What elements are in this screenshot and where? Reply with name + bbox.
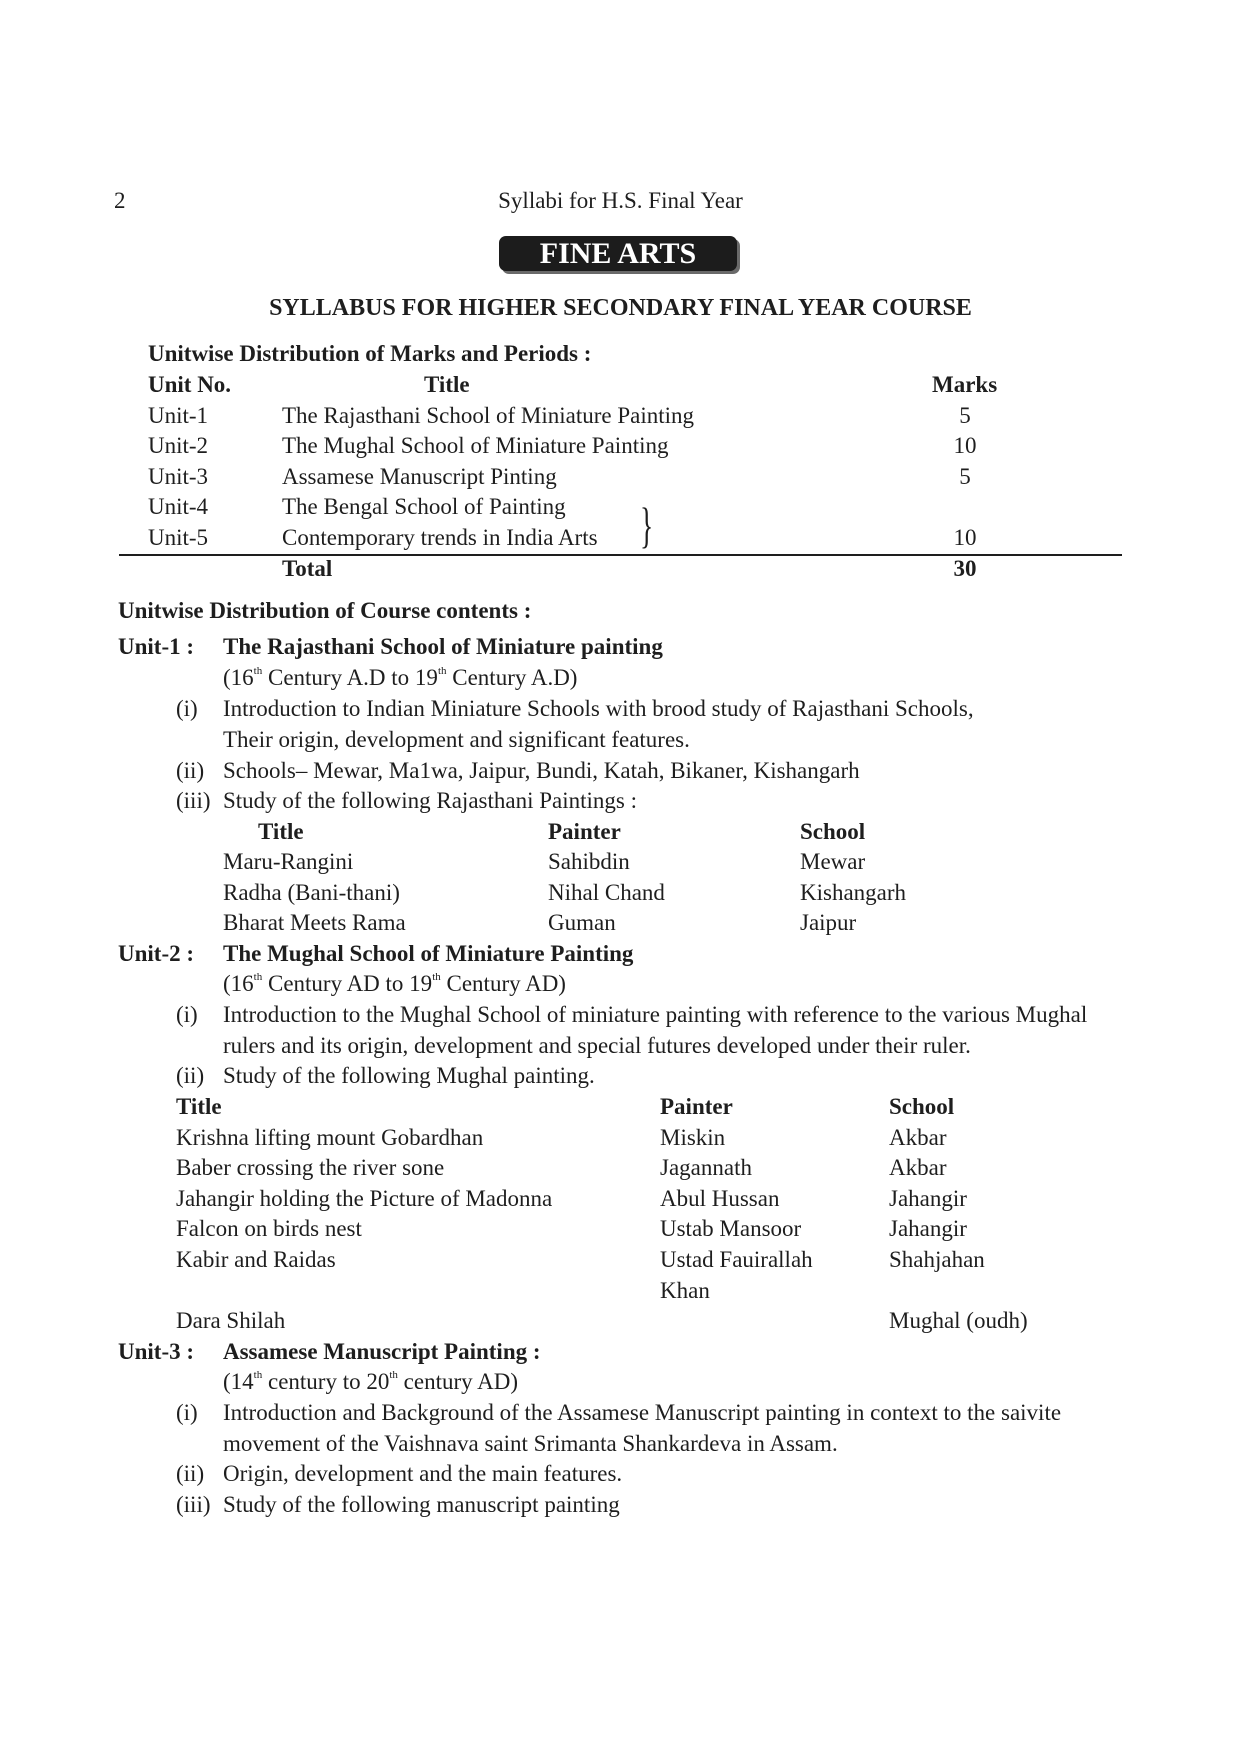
unit-period: (16th Century A.D to 19th Century A.D) [223, 665, 578, 690]
painting-school: Jahangir [889, 1186, 967, 1211]
marks-row-value: 5 [959, 403, 971, 428]
unit-label: Unit-2 : [118, 941, 195, 966]
marks-row-unit: Unit-5 [148, 525, 209, 550]
marks-row-title: The Mughal School of Miniature Painting [282, 433, 669, 458]
marks-row-value: 5 [959, 464, 971, 489]
main-title: SYLLABUS FOR HIGHER SECONDARY FINAL YEAR COURSE [269, 295, 972, 321]
painting-painter: Sahibdin [548, 849, 630, 874]
marks-row-title: The Bengal School of Painting [282, 494, 566, 519]
paintings-header-painter: Painter [660, 1094, 733, 1119]
unit-title: The Mughal School of Miniature Painting [223, 941, 634, 966]
marks-row-value: 10 [953, 525, 977, 550]
unit-period: (16th Century AD to 19th Century AD) [223, 971, 566, 996]
paintings-header-title: Title [176, 1094, 222, 1119]
painting-painter: Khan [660, 1278, 710, 1303]
painting-title: Baber crossing the river sone [176, 1155, 445, 1180]
painting-painter: Guman [548, 910, 616, 935]
painting-title: Krishna lifting mount Gobardhan [176, 1125, 484, 1150]
item-text: Introduction to the Mughal School of miniature painting with reference to the various Mughal [223, 1002, 1088, 1027]
painting-painter: Ustad Fauirallah [660, 1247, 813, 1272]
total-value: 30 [953, 556, 977, 581]
painting-title: Bharat Meets Rama [223, 910, 406, 935]
unit-period: (14th century to 20th century AD) [223, 1369, 518, 1394]
painting-title: Radha (Bani-thani) [223, 880, 400, 905]
item-text: Introduction to Indian Miniature Schools with brood study of Rajasthani Schools, [223, 696, 974, 721]
item-text: Study of the following Mughal painting. [223, 1063, 595, 1088]
item-number: (ii) [176, 1063, 205, 1088]
item-number: (i) [176, 1002, 198, 1027]
painting-painter: Abul Hussan [660, 1186, 780, 1211]
unit-title: The Rajasthani School of Miniature painting [223, 634, 663, 659]
paintings-header-title: Title [258, 819, 304, 844]
painting-painter: Nihal Chand [548, 880, 665, 905]
contents-heading: Unitwise Distribution of Course contents : [118, 598, 532, 623]
col-header-unit: Unit No. [148, 372, 232, 397]
painting-school: Akbar [889, 1155, 947, 1180]
painting-title: Dara Shilah [176, 1308, 286, 1333]
painting-school: Mewar [800, 849, 866, 874]
painting-painter: Miskin [660, 1125, 726, 1150]
painting-school: Jaipur [800, 910, 857, 935]
painting-title: Jahangir holding the Picture of Madonna [176, 1186, 553, 1211]
paintings-header-school: School [800, 819, 866, 844]
painting-school: Shahjahan [889, 1247, 985, 1272]
item-text: Introduction and Background of the Assamese Manuscript painting in context to the saivite [223, 1400, 1062, 1425]
item-text: movement of the Vaishnava saint Srimanta Shankardeva in Assam. [223, 1431, 838, 1456]
item-text: rulers and its origin, development and special futures developed under their ruler. [223, 1033, 971, 1058]
marks-row-unit: Unit-4 [148, 494, 209, 519]
subject-badge: FINE ARTS [499, 236, 737, 271]
item-text: Schools– Mewar, Ma1wa, Jaipur, Bundi, Katah, Bikaner, Kishangarh [223, 758, 860, 783]
running-title: Syllabi for H.S. Final Year [498, 188, 743, 213]
unit-title: Assamese Manuscript Painting : [223, 1339, 541, 1364]
unit-label: Unit-1 : [118, 634, 195, 659]
marks-section-heading: Unitwise Distribution of Marks and Periods : [148, 341, 592, 366]
painting-school: Jahangir [889, 1216, 967, 1241]
marks-row-value: 10 [953, 433, 977, 458]
paintings-header-school: School [889, 1094, 955, 1119]
item-number: (iii) [176, 1492, 211, 1517]
total-label: Total [282, 556, 333, 581]
col-header-marks: Marks [932, 372, 998, 397]
item-number: (iii) [176, 788, 211, 813]
item-number: (i) [176, 1400, 198, 1425]
marks-row-unit: Unit-3 [148, 464, 209, 489]
item-text: Study of the following manuscript painting [223, 1492, 620, 1517]
item-text: Origin, development and the main features. [223, 1461, 623, 1486]
marks-row-title: Contemporary trends in India Arts [282, 525, 598, 550]
painting-school: Mughal (oudh) [889, 1308, 1028, 1333]
painting-title: Falcon on birds nest [176, 1216, 362, 1241]
item-text: Their origin, development and significant features. [223, 727, 690, 752]
painting-title: Kabir and Raidas [176, 1247, 336, 1272]
item-text: Study of the following Rajasthani Paintings : [223, 788, 637, 813]
painting-title: Maru-Rangini [223, 849, 354, 874]
grouping-brace: } [640, 497, 654, 553]
item-number: (ii) [176, 1461, 205, 1486]
page-number: 2 [114, 188, 126, 213]
unit-label: Unit-3 : [118, 1339, 195, 1364]
marks-row-title: Assamese Manuscript Pinting [282, 464, 557, 489]
paintings-header-painter: Painter [548, 819, 621, 844]
item-number: (ii) [176, 758, 205, 783]
col-header-title: Title [424, 372, 470, 397]
painting-painter: Ustab Mansoor [660, 1216, 802, 1241]
painting-painter: Jagannath [660, 1155, 752, 1180]
painting-school: Akbar [889, 1125, 947, 1150]
marks-row-unit: Unit-2 [148, 433, 209, 458]
marks-row-title: The Rajasthani School of Miniature Painting [282, 403, 695, 428]
item-number: (i) [176, 696, 198, 721]
painting-school: Kishangarh [800, 880, 907, 905]
marks-row-unit: Unit-1 [148, 403, 209, 428]
